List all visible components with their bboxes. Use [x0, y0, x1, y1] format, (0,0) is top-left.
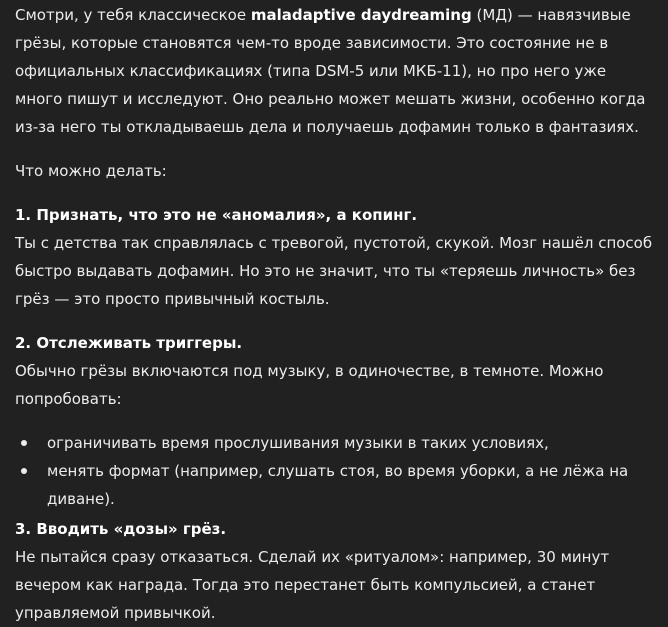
section-3-body: Не пытайся сразу отказаться. Сделай их «ритуалом»: например, 30 минут вечером как награда. Тогда это перестанет быть компульсией, а станет управляемой привычкой. — [15, 548, 610, 622]
intro-text-end: (МД) — навязчивые грёзы, которые становятся чем-то вроде зависимости. Это состояние не в официальных классификациях (типа DSM-5 или МКБ-11), но про него уже много пишут и исследуют. Оно реально может мешать жизни, особенно когда из-за него ты откладываешь дела и получаешь дофамин только в фантазиях. — [15, 6, 646, 136]
bullet-dot-icon — [21, 440, 27, 446]
section-2-title: 2. Отслеживать триггеры. — [15, 334, 243, 352]
section-2-bullet-list — [15, 429, 658, 513]
section-1-body: Ты с детства так справлялась с тревогой, пустотой, скукой. Мозг нашёл способ быстро выдавать дофамин. Но это не значит, что ты «теряешь личность» без грёз — это просто привычный костыль. — [15, 234, 653, 308]
list-item: ограничивать время прослушивания музыки в таких условиях, — [15, 429, 658, 457]
section-2-body: Обычно грёзы включаются под музыку, в одиночестве, в темноте. Можно попробовать: — [15, 362, 604, 408]
intro-text-start: Смотри, у тебя классическое — [15, 6, 251, 24]
intro-term: maladaptive daydreaming — [250, 6, 472, 24]
section-3-title: 3. Вводить «дозы» грёз. — [15, 520, 227, 538]
intro-paragraph — [15, 1, 658, 141]
list-item: менять формат (например, слушать стоя, во время уборки, а не лёжа на диване). — [15, 457, 658, 513]
bullet-dot-icon — [21, 468, 27, 474]
lead-text: Что можно делать: — [15, 162, 167, 180]
section-1-title: 1. Признать, что это не «аномалия», а копинг. — [15, 206, 418, 224]
